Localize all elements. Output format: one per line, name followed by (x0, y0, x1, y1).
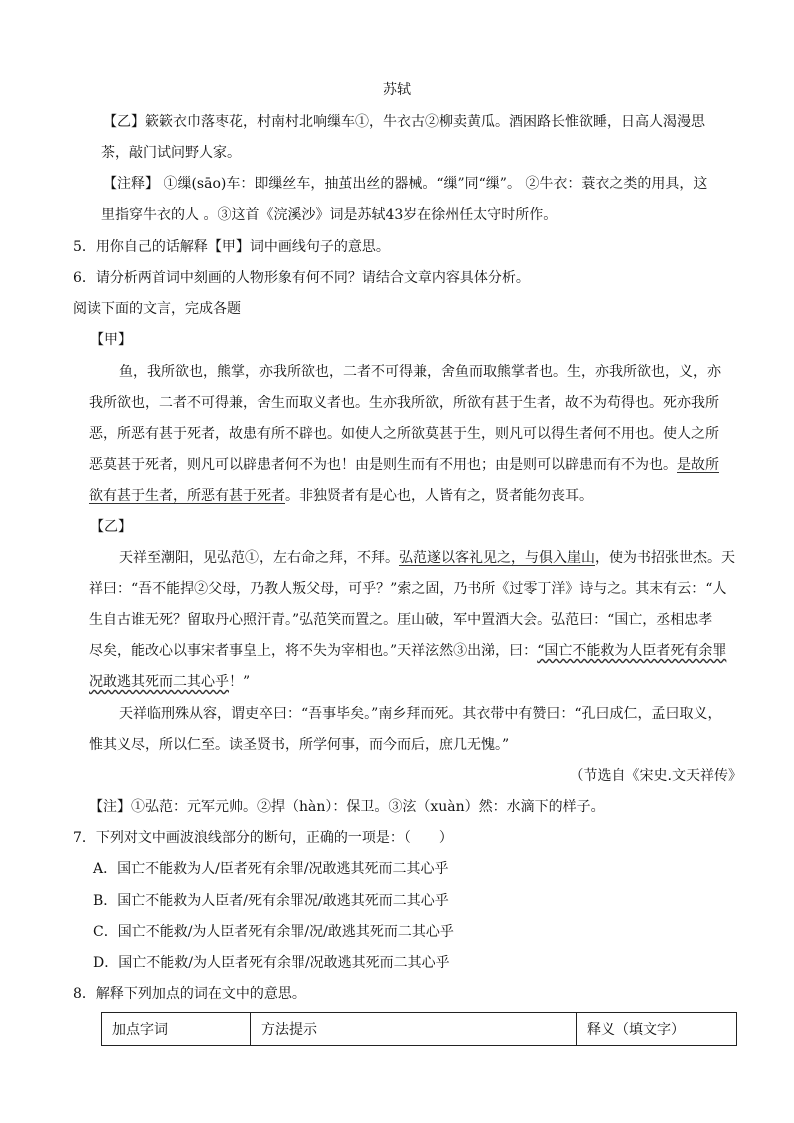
yi-prose-line-1 (119, 548, 735, 568)
yi-prose-line-6: 天祥临刑殊从容，谓吏卒曰：“吾事毕矣。”南乡拜而死。其衣带中有赞曰：“孔曰成仁，孟曰取义， (119, 706, 722, 722)
table-header-word: 加点字词 (102, 1013, 251, 1046)
yi-prose-line-4 (89, 641, 726, 661)
yi-wavy-sentence-start: “国亡不能救为人臣者死有余罪 (537, 643, 727, 659)
jia-line-4-text: 恶莫甚于死者，则凡可以辟患者何不为也！由是则生而有不用也；由是则可以辟患而有不为也。 (89, 457, 677, 473)
question-8: 8．解释下列加点的词在文中的意思。 (73, 986, 306, 1002)
yi-prose-line-1-a: 天祥至潮阳，见弘范①，左右命之拜，不拜。 (119, 550, 399, 566)
poem-title: 苏轼 (383, 82, 411, 98)
jia-underlined-sentence-end: 欲有甚于生者，所恶有甚于死者 (89, 488, 285, 504)
table-header-method: 方法提示 (251, 1013, 577, 1046)
q7-option-c: C．国亡不能救/为人臣者死有余罪/况/敢逃其死而二其心乎 (93, 924, 454, 940)
prose-notes: 【注】①弘范：元军元帅。②捍（hàn）：保卫。③泫（xuàn）然：水滴下的样子。 (89, 799, 605, 815)
q7-option-a: A．国亡不能救为人/臣者死有余罪/况敢逃其死而二其心乎 (93, 861, 449, 877)
yi-prose-line-5-text: ！” (229, 674, 251, 690)
jia-label: 【甲】 (90, 332, 132, 348)
jia-line-4 (89, 455, 719, 475)
yi-label: 【乙】 (90, 519, 132, 535)
answer-table (101, 1012, 737, 1046)
jia-line-5 (89, 486, 593, 506)
question-5: 5．用你自己的话解释【甲】词中画线句子的意思。 (73, 239, 390, 255)
q7-option-d: D．国亡不能救/为人臣者死有余罪/况敢逃其死而二其心乎 (93, 955, 450, 971)
q7-option-b: B．国亡不能救为人臣者/死有余罪况/敢逃其死而二其心乎 (93, 893, 449, 909)
poem-notes-line-2: 里指穿牛衣的人 。③这首《浣溪沙》词是苏轼43岁在徐州任太守时所作。 (101, 207, 558, 223)
yi-prose-line-1-b: ，使为书招张世杰。天 (595, 550, 735, 566)
jia-line-5-text: 。非独贤者有是心也，人皆有之，贤者能勿丧耳。 (285, 488, 593, 504)
yi-poem-line-1: 【乙】簌簌衣巾落枣花，村南村北响缫车①，牛衣古②柳卖黄瓜。酒困路长惟欲睡，日高人渴漫思 (103, 114, 705, 130)
yi-underlined-sentence: 弘范遂以客礼见之，与俱入崖山 (399, 550, 595, 566)
poem-notes-line-1: 【注释】 ①缫(sāo)车：即缫丝车，抽茧出丝的器械。“缫”同“缫”。 ②牛衣：蓑衣之类的用具，这 (103, 176, 708, 192)
question-6: 6．请分析两首词中刻画的人物形象有何不同？请结合文章内容具体分析。 (73, 270, 530, 286)
yi-prose-line-7: 惟其义尽，所以仁至。读圣贤书，所学何事，而今而后，庶几无愧。” (89, 737, 510, 753)
yi-prose-line-3: 生自古谁无死？留取丹心照汗青。”弘范笑而置之。厓山破，军中置酒大会。弘范曰：“国亡，丞相忠孝 (89, 612, 713, 628)
jia-line-1: 鱼，我所欲也，熊掌，亦我所欲也，二者不可得兼，舍鱼而取熊掌者也。生，亦我所欲也，义，亦 (119, 364, 721, 380)
jia-line-2: 我所欲也，二者不可得兼，舍生而取义者也。生亦我所欲，所欲有甚于生者，故不为苟得也。死亦我所 (89, 395, 719, 411)
yi-poem-line-2: 茶，敲门试问野人家。 (101, 145, 241, 161)
yi-prose-line-2: 祥曰：“吾不能捍②父母，乃教人叛父母，可乎？”索之固，乃书所《过零丁洋》诗与之。其末有云：“人 (89, 581, 727, 597)
jia-underlined-sentence-start: 是故所 (677, 457, 719, 473)
table-header-meaning: 释义（填文字） (577, 1013, 737, 1046)
yi-wavy-sentence-end: 况敢逃其死而二其心乎 (89, 674, 229, 690)
question-7-stem: 7．下列对文中画波浪线部分的断句，正确的一项是：（ ） (73, 830, 453, 846)
source-citation: （节选自《宋史.文天祥传》 (569, 768, 742, 784)
table-header-row (102, 1013, 737, 1046)
yi-prose-line-4-text: 尽矣，能改心以事宋者事皇上，将不失为宰相也。”天祥泫然③出涕，曰： (89, 643, 538, 659)
reading-instruction: 阅读下面的文言，完成各题 (73, 301, 241, 317)
yi-prose-line-5 (89, 672, 250, 692)
jia-line-3: 恶，所恶有甚于死者，故患有所不辟也。如使人之所欲莫甚于生，则凡可以得生者何不用也。使人之所 (89, 426, 719, 442)
